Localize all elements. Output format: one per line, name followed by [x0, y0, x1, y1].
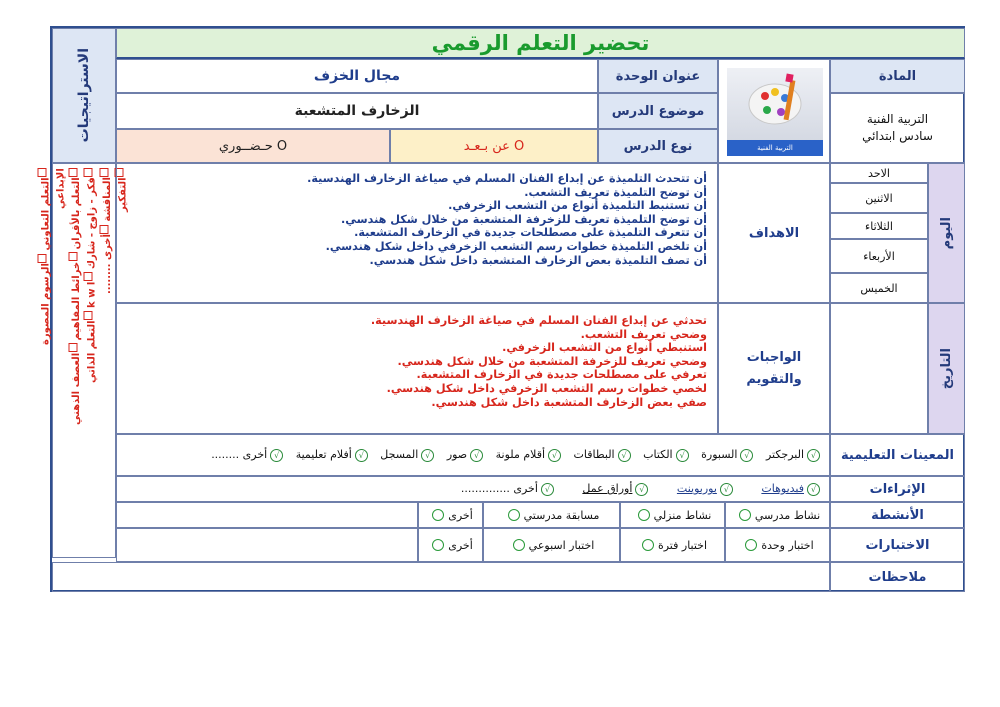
- objective-line: أن تصف التلميذة بعض الزخارف المتشعبة داخل شكل هندسي.: [369, 253, 707, 267]
- test-label: اختبار وحدة: [761, 538, 814, 552]
- strategy-item: المناقشة: [101, 177, 113, 222]
- unit-value-cell: [116, 59, 598, 93]
- homework-line: لخصي خطوات رسم التشعب الزخرفي داخل شكل هندسي.: [386, 381, 707, 395]
- subject-logo-cell: [718, 59, 830, 163]
- homework-line: استنبطي أنواع من التشعب الزخرفي.: [502, 341, 707, 355]
- checkbox-icon[interactable]: [68, 168, 77, 177]
- homework-line: تعرفي على مصطلحات جديدة في الزخارف المتشعبة.: [416, 368, 707, 382]
- day-tuesday[interactable]: [830, 213, 928, 239]
- strategy-item: التفكير: [117, 177, 129, 212]
- strategy-item: التعلم التعاوني: [40, 177, 52, 251]
- activity-other[interactable]: [418, 502, 483, 528]
- checkbox-icon[interactable]: [68, 253, 77, 262]
- day-thursday[interactable]: [830, 273, 928, 303]
- homework-line: وضحي تعريف التشعب.: [580, 327, 707, 341]
- lesson-value-cell: [116, 93, 598, 129]
- unit-value: مجال الخزف: [313, 68, 401, 84]
- check-icon: √: [270, 449, 283, 462]
- tests-empty: [116, 528, 418, 562]
- activity-contest[interactable]: [483, 502, 620, 528]
- check-icon: √: [548, 449, 561, 462]
- palette-logo: [727, 68, 823, 156]
- aid-item[interactable]: [447, 448, 486, 461]
- notes-label-cell: [830, 562, 965, 592]
- enrichment-item[interactable]: [677, 482, 736, 495]
- radio-icon: [508, 509, 520, 521]
- aid-item[interactable]: [380, 448, 437, 461]
- day-monday[interactable]: [830, 183, 928, 213]
- unit-label: عنوان الوحدة: [615, 68, 701, 84]
- strategy-item: أخرى ........: [101, 234, 113, 294]
- subject-label-cell: [830, 59, 965, 93]
- palette-icon: [727, 68, 823, 138]
- aid-label: أفلام تعليمية: [295, 448, 352, 462]
- strategy-item: التعلم بالأقران: [70, 177, 82, 250]
- enrichment-item[interactable]: [761, 482, 823, 495]
- objective-line: أن تستنبط التلميذة أنواع من التشعب الزخرفي.: [448, 199, 707, 213]
- enrichment-label-text: أخرى ..............: [460, 482, 538, 496]
- radio-icon: [432, 539, 444, 551]
- enrichment-label-cell: [830, 476, 965, 502]
- homework-label-cell: [718, 303, 830, 434]
- enrichment-label-text: فيديوهات: [761, 482, 804, 496]
- aid-item[interactable]: [296, 448, 371, 461]
- aids-content: [116, 434, 830, 476]
- check-icon: √: [807, 449, 820, 462]
- subject-label: المادة: [878, 68, 917, 84]
- strategy-col-2: [53, 168, 68, 557]
- header-bar: [116, 28, 965, 59]
- activity-school[interactable]: [725, 502, 830, 528]
- test-term[interactable]: [620, 528, 725, 562]
- strategy-item: الإبداعي: [55, 168, 67, 209]
- strategy-col-4: [84, 168, 100, 557]
- aids-label: المعينات التعليمية: [841, 447, 954, 463]
- remote-option-label: عن بـعـد O: [463, 138, 525, 154]
- grade-value: سادس ابتدائي: [862, 129, 933, 143]
- test-other[interactable]: [418, 528, 483, 562]
- check-icon: √: [807, 483, 820, 496]
- aid-label: البطاقات: [573, 448, 615, 462]
- strategy-item: التعلم الذاتي: [86, 320, 98, 383]
- inperson-option-label: حـضــوري O: [218, 138, 288, 154]
- radio-icon: [432, 509, 444, 521]
- tests-label-cell: [830, 528, 965, 562]
- subject-value: التربية الفنية: [866, 112, 929, 126]
- activity-home[interactable]: [620, 502, 725, 528]
- day-name: الثلاثاء: [865, 219, 893, 233]
- objectives-label: الاهداف: [748, 225, 800, 241]
- lesson-label-cell: [598, 93, 718, 129]
- day-name: الاحد: [868, 166, 890, 180]
- aid-label: السبورة: [701, 448, 738, 462]
- enrichment-item[interactable]: [582, 482, 651, 495]
- objectives-content: [116, 163, 718, 303]
- test-label: اختبار اسبوعي: [528, 538, 595, 552]
- objective-line: أن توضح التلميذة تعريف للزخرفة المتشعبة من خلال شكل هندسي.: [341, 212, 707, 226]
- strategies-list: [40, 163, 129, 558]
- check-icon: √: [720, 483, 733, 496]
- checkbox-icon[interactable]: [84, 311, 93, 320]
- objective-line: أن تلخص التلميذة خطوات رسم التشعب الزخرفي داخل شكل هندسي.: [325, 239, 707, 253]
- homework-line: وضحي تعريف للزخرفة المتشعبة من خلال شكل هندسي.: [397, 354, 707, 368]
- strategy-col-5: [99, 168, 115, 557]
- activities-label-cell: [830, 502, 965, 528]
- lesson-plan-frame: [40, 26, 965, 592]
- check-icon: √: [470, 449, 483, 462]
- unit-label-cell: [598, 59, 718, 93]
- objective-line: أن تتحدث التلميذة عن إبداع الفنان المسلم في صياغة الزخارف الهندسية.: [307, 172, 707, 185]
- homework-label: الواجبات: [746, 349, 802, 365]
- aid-label: المسجل: [380, 448, 419, 462]
- aid-item[interactable]: [496, 448, 564, 461]
- strategy-item: فكر - زاوج - شارك: [86, 177, 98, 269]
- aid-label: أخرى ........: [211, 448, 268, 462]
- strategy-item: الرسوم المصورة: [40, 262, 52, 345]
- enrichment-content: [116, 476, 830, 502]
- enrichment-label-text: بوربوينت: [676, 482, 717, 496]
- day-name: الخميس: [860, 281, 898, 295]
- strategy-item: خرائط المفاهيم: [70, 261, 82, 340]
- aid-item[interactable]: [574, 448, 634, 461]
- aid-item[interactable]: [701, 448, 756, 461]
- enrichment-label: الإثراءات: [869, 481, 926, 497]
- enrichment-item[interactable]: [461, 482, 557, 495]
- date-label-cell: [928, 303, 965, 434]
- aid-item[interactable]: [766, 448, 823, 461]
- logo-caption-bar: [727, 140, 823, 156]
- test-label: اختبار فترة: [657, 538, 708, 552]
- check-icon: √: [421, 449, 434, 462]
- lesson-label: موضوع الدرس: [611, 103, 705, 119]
- check-icon: √: [355, 449, 368, 462]
- objective-line: أن توضح التلميذة تعريف التشعب.: [524, 185, 707, 199]
- lesson-type-label: نوع الدرس: [623, 138, 693, 154]
- checkbox-icon[interactable]: [38, 168, 47, 177]
- aids-label-cell: [830, 434, 965, 476]
- aid-item[interactable]: [643, 448, 692, 461]
- test-label: أخرى: [448, 538, 473, 552]
- radio-icon: [642, 539, 654, 551]
- homework-line: صفي بعض الزخارف المتشعبة داخل شكل هندسي.: [431, 395, 707, 409]
- aid-label: الكتاب: [643, 448, 673, 462]
- checkbox-icon[interactable]: [38, 254, 47, 263]
- activity-label: أخرى: [448, 508, 473, 522]
- test-weekly[interactable]: [483, 528, 620, 562]
- objective-line: أن تتعرف التلميذة على مصطلحات جديدة في الزخارف المتشعبة.: [354, 226, 707, 240]
- aid-label: أقلام ملونة: [495, 448, 546, 462]
- check-icon: √: [676, 449, 689, 462]
- day-sunday[interactable]: [830, 163, 928, 183]
- tests-label: الاختبارات: [865, 537, 930, 553]
- checkbox-icon[interactable]: [84, 272, 93, 281]
- activities-label: الأنشطة: [871, 507, 924, 523]
- check-icon: √: [541, 483, 554, 496]
- notes-input[interactable]: [52, 562, 830, 592]
- radio-icon: [745, 539, 757, 551]
- strategy-col-1: [38, 168, 54, 557]
- evaluation-label: والتقويم: [746, 371, 802, 387]
- lesson-value: الزخارف المتشعبة: [294, 103, 420, 119]
- check-icon: √: [740, 449, 753, 462]
- strategy-item: k w l: [86, 281, 98, 308]
- date-label: التاريخ: [939, 347, 954, 390]
- objectives-label-cell: [718, 163, 830, 303]
- day-name: الأربعاء: [863, 249, 895, 263]
- inperson-option[interactable]: [116, 129, 390, 163]
- strategies-title: الاستراتيجيات: [76, 48, 92, 143]
- aid-label: البرجكتر: [765, 448, 804, 462]
- lesson-type-label-cell: [598, 129, 718, 163]
- notes-label: ملاحظات: [868, 569, 927, 585]
- check-icon: √: [635, 483, 648, 496]
- day-name: الاثنين: [865, 191, 893, 205]
- checkbox-icon[interactable]: [99, 225, 108, 234]
- day-label-cell: [928, 163, 965, 303]
- remote-option[interactable]: [390, 129, 598, 163]
- page-title: تحضير التعلم الرقمي: [431, 31, 650, 55]
- homework-content: [116, 303, 718, 434]
- activity-label: مسابقة مدرستي: [523, 508, 600, 522]
- strategy-item: العصف الذهني: [70, 352, 82, 425]
- radio-icon: [638, 509, 650, 521]
- day-label: اليوم: [939, 216, 954, 250]
- radio-icon: [739, 509, 751, 521]
- date-value-cell[interactable]: [830, 303, 928, 434]
- logo-caption: التربية الفنية: [757, 144, 793, 152]
- strategies-header: [52, 28, 116, 163]
- aid-item[interactable]: [211, 448, 286, 461]
- strategy-col-3: [68, 168, 84, 557]
- radio-icon: [513, 539, 525, 551]
- activities-empty: [116, 502, 418, 528]
- checkbox-icon[interactable]: [84, 168, 93, 177]
- check-icon: √: [618, 449, 631, 462]
- activity-label: نشاط مدرسي: [754, 508, 821, 522]
- aid-label: صور: [446, 448, 468, 462]
- activity-label: نشاط منزلي: [653, 508, 712, 522]
- test-unit[interactable]: [725, 528, 830, 562]
- checkbox-icon[interactable]: [68, 343, 77, 352]
- enrichment-label-text: أوراق عمل: [582, 482, 633, 496]
- day-wednesday[interactable]: [830, 239, 928, 273]
- checkbox-icon[interactable]: [99, 168, 108, 177]
- homework-line: تحدثي عن إبداع الفنان المسلم في صياغة الزخارف الهندسية.: [370, 314, 707, 327]
- subject-value-cell: [830, 93, 965, 163]
